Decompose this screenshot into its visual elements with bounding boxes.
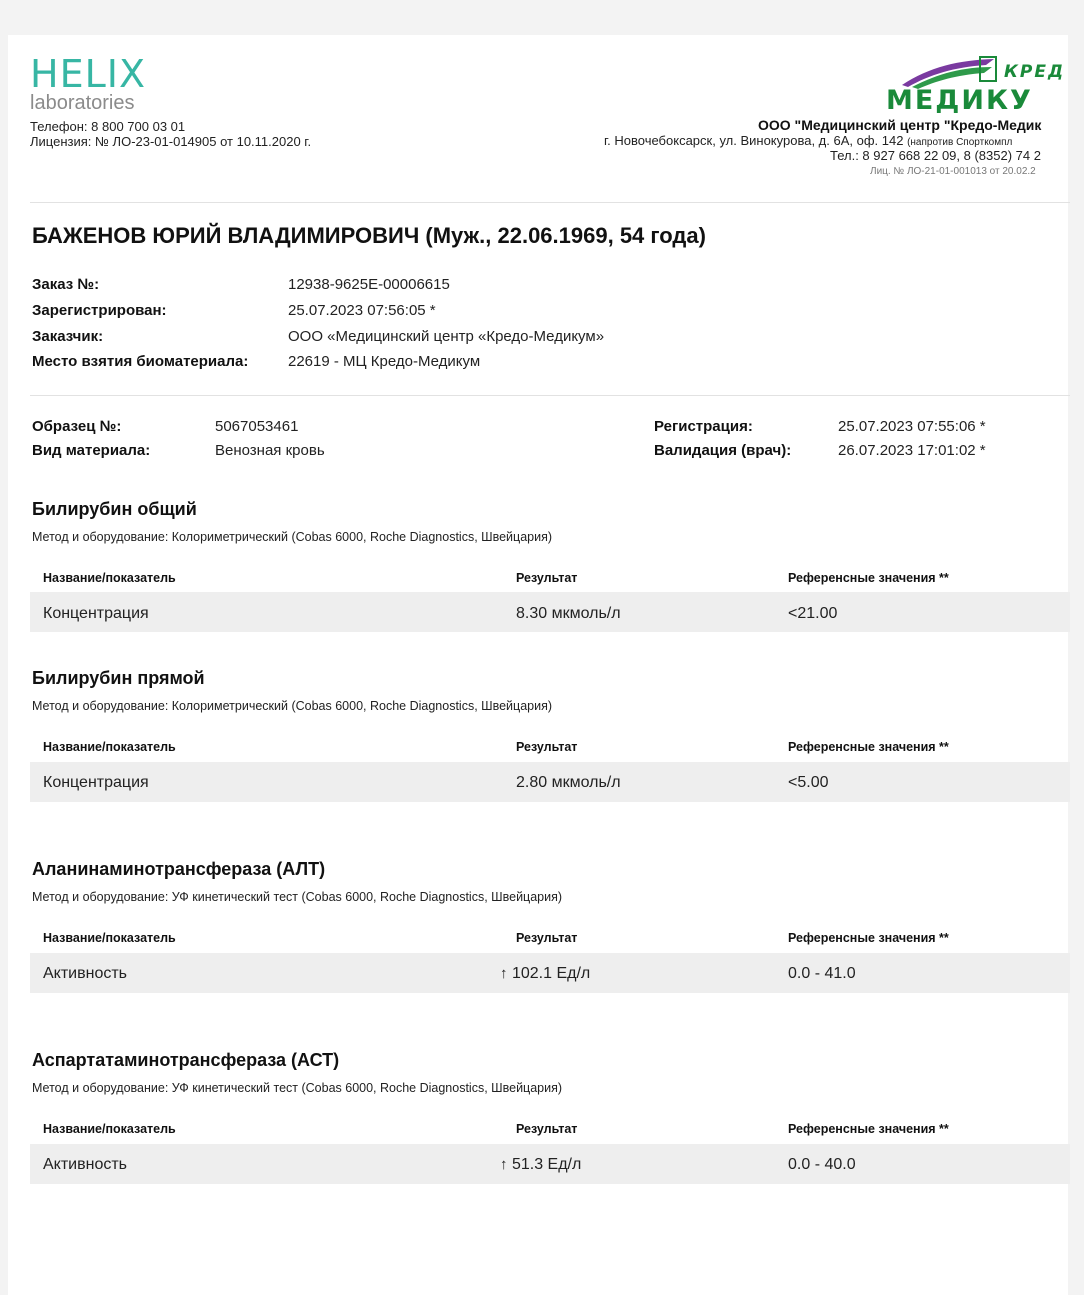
patient-title: БАЖЕНОВ ЮРИЙ ВЛАДИМИРОВИЧ (Муж., 22.06.1969, 54 года) [32,223,706,248]
test-result: 2.80 мкмоль/л [516,774,621,791]
helix-logo-text: HELIX [30,52,146,96]
test-method: Метод и оборудование: УФ кинетический тест (Cobas 6000, Roche Diagnostics, Швейцария) [32,890,563,904]
test-title: Аланинаминотрансфераза (АЛТ) [32,859,326,879]
clinic-license: Лиц. № ЛО-21-01-001013 от 20.02.2 [870,166,1036,177]
order-number-value: 12938-9625E-00006615 [288,276,450,293]
header-name: Название/показатель [43,931,176,945]
material-value: Венозная кровь [215,442,325,459]
header-divider [30,202,1070,203]
helix-logo-subtitle: laboratories [30,92,135,114]
test-parameter: Концентрация [43,774,149,791]
sample-number-value: 5067053461 [215,418,299,435]
registered-value: 25.07.2023 07:56:05 * [288,302,436,319]
report-page [8,35,1068,1295]
test-title: Аспартатаминотрансфераза (АСТ) [32,1050,340,1070]
customer-value: ООО «Медицинский центр «Кредо-Медикум» [288,328,605,345]
test-result: ↑ 51.3 Ед/л [500,1156,582,1173]
test-title: Билирубин прямой [32,668,205,688]
test-parameter: Активность [43,1156,128,1173]
test-parameter: Концентрация [43,605,149,622]
test-method: Метод и оборудование: Колориметрический (Cobas 6000, Roche Diagnostics, Швейцария) [32,699,553,713]
order-number-label: Заказ №: [32,276,100,293]
clinic-address-note: (напротив Спорткомпл [907,137,1013,148]
sampling-place-label: Место взятия биоматериала: [32,353,249,370]
clinic-address: г. Новочебоксарск, ул. Винокурова, д. 6А, оф. 142 (напротив Спорткомпл [604,133,1013,148]
validation-label: Валидация (врач): [654,442,792,459]
header-name: Название/показатель [43,1122,176,1136]
clinic-phones: Тел.: 8 927 668 22 09, 8 (8352) 74 2 [830,148,1041,163]
test-reference: <5.00 [788,774,829,791]
header-reference: Референсные значения ** [788,740,949,754]
header-result: Результат [516,931,578,945]
header-result: Результат [516,1122,578,1136]
helix-license: Лицензия: № ЛО-23-01-014905 от 10.11.2020 г. [30,134,312,149]
sample-number-label: Образец №: [32,418,122,435]
helix-phone: Телефон: 8 800 700 03 01 [30,119,186,134]
header-name: Название/показатель [43,571,176,585]
sampling-place-value: 22619 - МЦ Кредо-Медикум [288,353,481,370]
header-reference: Референсные значения ** [788,931,949,945]
clinic-name: ООО "Медицинский центр "Кредо-Медик [758,117,1042,133]
test-result: ↑ 102.1 Ед/л [500,965,591,982]
credo-medikum-logo [884,55,1084,115]
header-name: Название/показатель [43,740,176,754]
credo-logo-top-text: КРЕД [1004,62,1066,82]
test-parameter: Активность [43,965,128,982]
header-reference: Референсные значения ** [788,571,949,585]
test-reference: 0.0 - 41.0 [788,965,856,982]
header-result: Результат [516,740,578,754]
credo-logo-bottom-text: МЕДИКУ [886,85,1033,116]
material-label: Вид материала: [32,442,151,459]
arrow-up-icon: ↑ [500,1156,508,1173]
arrow-up-icon: ↑ [500,965,508,982]
registration-label: Регистрация: [654,418,753,435]
test-method: Метод и оборудование: Колориметрический (Cobas 6000, Roche Diagnostics, Швейцария) [32,530,553,544]
registered-label: Зарегистрирован: [32,302,167,319]
test-method: Метод и оборудование: УФ кинетический тест (Cobas 6000, Roche Diagnostics, Швейцария) [32,1081,563,1095]
test-reference: <21.00 [788,605,838,622]
header-result: Результат [516,571,578,585]
header-reference: Референсные значения ** [788,1122,949,1136]
test-reference: 0.0 - 40.0 [788,1156,856,1173]
order-divider [30,395,1070,396]
test-title: Билирубин общий [32,499,197,519]
registration-value: 25.07.2023 07:55:06 * [838,418,986,435]
test-result: 8.30 мкмоль/л [516,605,621,622]
validation-value: 26.07.2023 17:01:02 * [838,442,986,459]
customer-label: Заказчик: [32,328,104,345]
